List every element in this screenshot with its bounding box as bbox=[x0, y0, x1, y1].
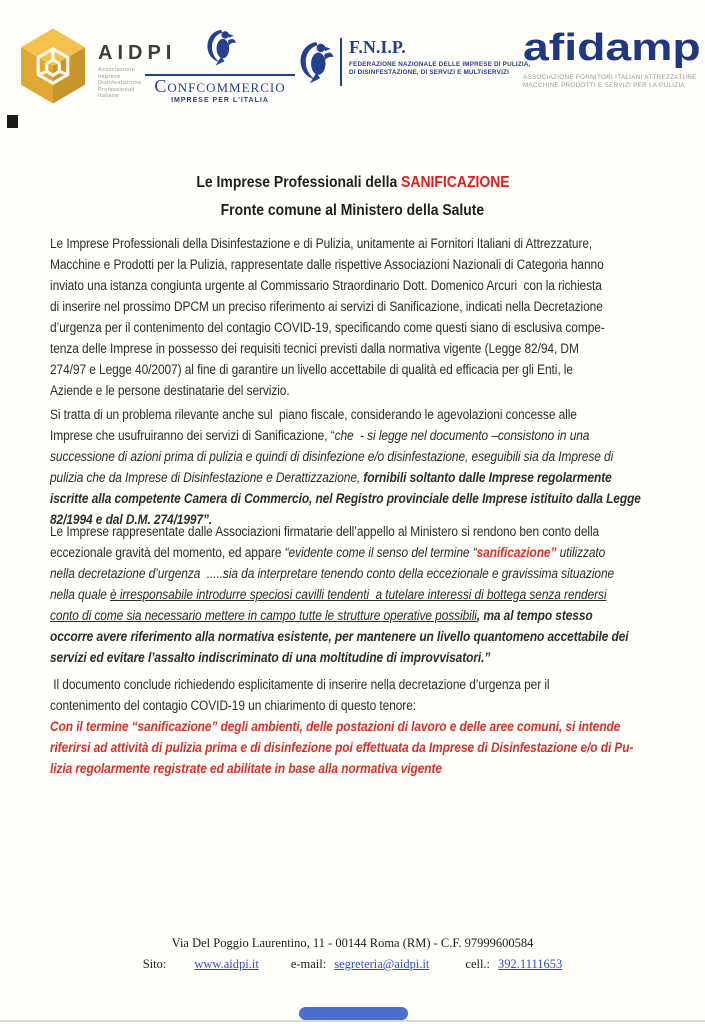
text-run: conto di come sia necessario mettere in campo tutte le strutture operative possibili bbox=[50, 608, 477, 623]
paragraph bbox=[50, 674, 633, 779]
footer-label-cell: cell.: bbox=[465, 957, 491, 971]
text-line bbox=[50, 317, 605, 338]
text-run: Si tratta di un problema rilevante anche sul piano fiscale, considerando le agevolazioni concesse alle bbox=[50, 407, 577, 422]
confcommercio-wordmark: Confcommercio bbox=[154, 76, 286, 96]
aidpi-wordmark: AIDPI bbox=[98, 42, 177, 64]
afidamp-subtitle bbox=[523, 74, 703, 90]
text-line bbox=[50, 674, 633, 695]
text-run: 274/97 e Legge 40/2007) al fine di garantire un livello accettabile di qualità ed efficacia per gli Enti, le bbox=[50, 362, 573, 377]
text-run: sanificazione” bbox=[476, 545, 557, 560]
logo-subtitle-line: Imprese bbox=[98, 73, 121, 80]
text-run: nella quale bbox=[50, 587, 111, 602]
footer-contacts bbox=[0, 957, 705, 972]
text-run: Aziende e le persone destinatarie del servizio. bbox=[50, 383, 290, 398]
text-line bbox=[50, 425, 641, 446]
text-line bbox=[50, 626, 629, 647]
text-run: fornibili soltanto dalle Imprese regolarmente bbox=[363, 470, 612, 485]
text-run: Il documento conclude richiedendo esplicitamente di inserire nella decretazione d’urgenza per il bbox=[50, 677, 550, 692]
text-line bbox=[50, 758, 633, 779]
text-run: utilizzato bbox=[556, 545, 606, 560]
title-line-1 bbox=[196, 169, 509, 197]
title-text-red: SANIFICAZIONE bbox=[400, 174, 510, 191]
text-run: Con il termine “sanificazione” degli ambienti, delle postazioni di lavoro e delle aree comuni, si intende bbox=[50, 719, 621, 734]
logo-fnip bbox=[296, 38, 531, 86]
text-line bbox=[50, 716, 633, 737]
text-line bbox=[50, 542, 629, 563]
text-run: nella decretazione d’urgenza .....sia da interpretare tenendo conto della eccezionale e gravissima situazione bbox=[50, 566, 615, 581]
title-line-2: Fronte comune al Ministero della Salute bbox=[220, 201, 485, 219]
fnip-wordmark: F.N.I.P. bbox=[349, 37, 406, 57]
text-line bbox=[50, 488, 641, 509]
scan-corner-mark bbox=[7, 115, 18, 128]
text-line bbox=[50, 605, 629, 626]
logo-subtitle-line: MACCHINE PRODOTTI E SERVIZI PER LA PULIZIA bbox=[523, 82, 685, 89]
text-run: occorre avere riferimento alla normativa esistente, per mantenere un livello quantomeno accettabile dei bbox=[50, 629, 629, 644]
text-line bbox=[50, 647, 629, 668]
fnip-eagle-icon bbox=[296, 40, 334, 86]
afidamp-wordmark: afidamp bbox=[523, 27, 701, 69]
text-run: 82/1994 e dal D.M. 274/1997”. bbox=[50, 512, 213, 527]
footer-label-email: e-mail: bbox=[290, 957, 327, 971]
footer-link-phone[interactable]: 392.1111653 bbox=[498, 957, 563, 971]
logo-confcommercio bbox=[145, 28, 295, 104]
fnip-divider bbox=[340, 38, 342, 86]
text-run: Imprese che usufruiranno dei servizi di Sanificazione, “ bbox=[50, 428, 335, 443]
text-run: di inserire nel prossimo DPCM un preciso riferimento ai servizi di Sanificazione, indicati nella Decretazione bbox=[50, 299, 603, 314]
text-run: riferirsi ad attività di pulizia prima e di disinfezione poi effettuata da Imprese di Disinfestazione e/o di Pu- bbox=[50, 740, 634, 755]
text-line bbox=[50, 338, 605, 359]
text-line bbox=[50, 695, 633, 716]
logo-afidamp bbox=[523, 27, 703, 90]
text-line bbox=[50, 254, 605, 275]
aidpi-cube-icon bbox=[16, 27, 90, 105]
title-text-black: Le Imprese Professionali della bbox=[195, 174, 401, 191]
text-line bbox=[50, 467, 641, 488]
text-line bbox=[50, 233, 605, 254]
text-run: contenimento del contagio COVID-19 un chiarimento di questo tenore: bbox=[50, 698, 417, 713]
logo-subtitle-line: Disinfestazione bbox=[98, 80, 142, 86]
document-title bbox=[0, 169, 705, 224]
text-line bbox=[50, 446, 641, 467]
logo-subtitle-line: FEDERAZIONE NAZIONALE DELLE IMPRESE DI PULIZIA, bbox=[349, 61, 531, 68]
footer-address: Via Del Poggio Laurentino, 11 - 00144 Roma (RM) - C.F. 97999600584 bbox=[171, 936, 534, 950]
text-run: servizi ed evitare l’assalto indiscriminato di una moltitudine di improvvisatori.” bbox=[50, 650, 491, 665]
fnip-subtitle bbox=[349, 61, 531, 77]
text-line bbox=[50, 296, 605, 317]
text-run: inviato una istanza congiunta urgente al Commissario Straordinario Dott. Domenico Arcuri con la richiesta bbox=[50, 278, 602, 293]
logo-subtitle-line: Associazione bbox=[98, 67, 136, 73]
text-run: pulizia che da Imprese di Disinfestazione e Derattizzazione, bbox=[50, 470, 364, 485]
logo-subtitle-line: Italiane bbox=[98, 93, 119, 99]
text-run: “evidente come il senso del termine “ bbox=[284, 545, 477, 560]
paragraph bbox=[50, 404, 641, 530]
logo-subtitle-line: ASSOCIAZIONE FORNITORI ITALIANI ATTREZZATURE bbox=[523, 74, 697, 81]
logo-subtitle-line: DI DISINFESTAZIONE, DI SERVIZI E MULTISERVIZI bbox=[349, 68, 510, 76]
text-run: tenza delle Imprese in possesso dei requisiti tecnici previsti dalla normativa vigente (Legge 82/94, DM bbox=[50, 341, 579, 356]
logo-subtitle-line: Professionali bbox=[98, 86, 135, 93]
text-line bbox=[50, 584, 629, 605]
text-run: iscritte alla competente Camera di Commercio, nel Registro provinciale delle Imprese istituito dalla Legge bbox=[50, 491, 641, 506]
text-run: è irresponsabile introdurre speciosi cavilli tendenti a tutelare interessi di bottega senza rendersi bbox=[110, 587, 607, 602]
text-run: , ma al tempo stesso bbox=[476, 608, 593, 623]
confcommercio-eagle-icon bbox=[203, 28, 237, 68]
text-line bbox=[50, 563, 629, 584]
text-run: d’urgenza per il contenimento del contagio COVID-19, specificando come questi siano di esclusiva compe- bbox=[50, 320, 605, 335]
text-line bbox=[50, 737, 633, 758]
text-line bbox=[50, 359, 605, 380]
text-run: eccezionale gravità del momento, ed appare bbox=[50, 545, 285, 560]
text-run: successione di azioni prima di pulizia e quindi di disinfezione e/o disinfestazione, eseguibili sia da Imprese di bbox=[50, 449, 614, 464]
bottom-divider bbox=[0, 1020, 705, 1022]
paragraph bbox=[50, 233, 605, 401]
footer-link-website[interactable]: www.aidpi.it bbox=[194, 957, 259, 971]
text-run: che - si legge nel documento –consistono in una bbox=[334, 428, 590, 443]
paragraph bbox=[50, 521, 629, 668]
text-line bbox=[50, 404, 641, 425]
footer-label-sito: Sito: bbox=[142, 957, 167, 971]
text-run: Le Imprese rappresentate dalle Associazioni firmatarie dell’appello al Ministero si rendono ben conto della bbox=[50, 524, 600, 539]
confcommercio-tagline: IMPRESE PER L'ITALIA bbox=[171, 97, 269, 104]
text-run: lizia regolarmente registrate ed abilitate in base alla normativa vigente bbox=[50, 761, 442, 776]
text-run: Macchine e Prodotti per la Pulizia, rappresentate dalle rispettive Associazioni Nazionali di Categoria hanno bbox=[50, 257, 604, 272]
text-line bbox=[50, 275, 605, 296]
text-run: Le Imprese Professionali della Disinfestazione e di Pulizia, unitamente ai Fornitori Italiani di Attrezzature, bbox=[50, 236, 593, 251]
footer-link-email[interactable]: segreteria@aidpi.it bbox=[334, 957, 430, 971]
horizontal-scrollbar-thumb[interactable] bbox=[299, 1007, 408, 1020]
text-line bbox=[50, 521, 629, 542]
text-line bbox=[50, 380, 605, 401]
